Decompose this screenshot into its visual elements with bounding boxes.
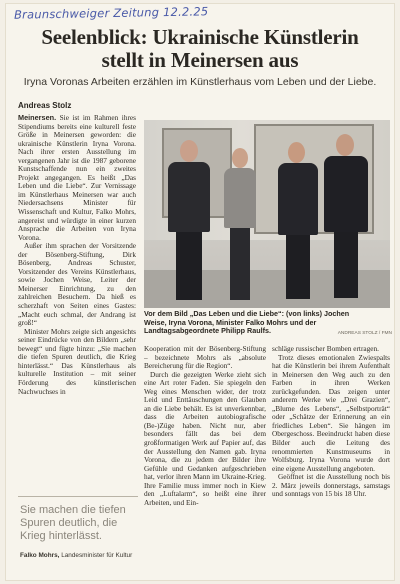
article-column-3	[272, 345, 390, 580]
article-paragraph: Geöffnet ist die Ausstellung noch bis 2. März jeweils donnerstags, samstags und sonntags von 15 bis 18 Uhr.	[272, 472, 390, 499]
headline-line-1: Seelenblick: Ukrainische Künstlerin	[41, 25, 359, 49]
article-photo	[144, 120, 390, 308]
dateline: Meinersen.	[18, 114, 57, 122]
pull-quote: Sie machen die tiefen Spuren deutlich, die Krieg hinterlässt.	[20, 504, 126, 542]
author-byline: Andreas Stolz	[18, 101, 72, 110]
article-paragraph: Durch die gezeigten Werke zieht sich eine Art roter Faden. Sie spiegeln den Weg eines Menschen wider, der trotz Leid und Enttäuschungen den Glauben an die Liebe behält. Es ist unverkennbar, dass die Arbeiten autobiografische (Be-)Züge haben. Nicht nur, aber besonders fällt das bei dem großformatigen Werk auf Papier auf, das der Ausstellung den Namen gab. Iryna Vorona, die zu jedem der Bilder ihre Gefühle und Gedanken aufgeschrieben hat, verlor ihren Mann im Ukraine-Krieg. Ihre Familie muss immer noch in Kiew den „Luftalarm“, so heißt eine ihrer Arbeiten, und Ein-	[144, 369, 266, 507]
pull-quote-role: Landesminister für Kultur	[61, 552, 133, 559]
newspaper-clipping	[6, 4, 394, 580]
article-paragraph: schläge russischer Bomben ertragen.	[272, 345, 379, 353]
article-column-2	[144, 345, 266, 580]
subheadline: Iryna Voronas Arbeiten erzählen im Künstlerhaus vom Leben und der Liebe.	[23, 76, 377, 88]
article-paragraph: Trotz dieses emotionalen Zwiespalts hat die Künstlerin bei ihrem Aufenthalt in Meinersen den Weg auch zu den Farben in ihren Werken zurückgefunden. Das zeigen unter anderem Werke wie „Drei Grazien“, „Blume des Lebens“, „Selbstporträt“ oder „Schätze der Erinnerung an ein friedliches Leben“. Sie hängen im Obergeschoss. Beeindruckt haben diese Bilder auch die Leitung des renommierten Kunstmuseums in Wolfsburg. Iryna Vorona wurde dort eine eigene Ausstellung angeboten.	[272, 352, 390, 473]
pull-quote-name: Falko Mohrs,	[20, 552, 60, 559]
headline-line-2: stellt in Meinersen aus	[101, 48, 299, 72]
paragraph-text: Sie ist im Rahmen ihres Stipendiums bereits eine kulturell feste Größe in Meinersen geworden: die ukrainische Künstlerin Iryna Vorona. Nach ihrer ersten Ausstellung im vergangenen Jahr ist die 1987 geborene Kunstschaffende nun ein zweites Projekt angegangen. Es heißt „Das Leben und die Liebe“. Zur Vernissage im Künstlerhaus Meinersen war auch Niedersachsens Minister für Wissenschaft und Kultur, Falko Mohrs, angereist und würdigte in einer kurzen Ansprache die Arbeiten von Iryna Vorona.	[18, 114, 136, 242]
pull-quote-attribution	[20, 552, 142, 559]
handwritten-source-note: Braunschweiger Zeitung 12.2.25	[13, 4, 209, 22]
photo-caption: Vor dem Bild „Das Leben und die Liebe“: (von links) Jochen Weise, Iryna Vorona, Minister Falko Mohrs und der Landtagsabgeordnete Philipp Raulfs.	[144, 309, 350, 336]
photo-credit: ANDREAS STOLZ / FMN	[337, 331, 392, 336]
article-paragraph	[18, 114, 136, 242]
article-paragraph: Außer ihm sprachen der Vorsitzende der Bösenberg-Stiftung, Dirk Bösenberg, Andreas Schuster, Vorsitzender des Vereins Künstlerhaus, sowie Jochen Weise, Leiter der Meinerser Einrichtung, zu den zahlreichen Besuchern. Da hieß es scherzhaft von Seiten eines Gastes: „Macht euch schmal, der Andrang ist groß!“	[18, 241, 136, 328]
article-paragraph: Kooperation mit der Bösenberg-Stiftung – bezeichnete Mohrs als „absolute Bereicherung für die Region“.	[144, 345, 266, 371]
divider	[18, 496, 138, 497]
headline	[6, 26, 394, 72]
article-column-1	[18, 114, 136, 499]
article-paragraph: Minister Mohrs zeigte sich angesichts seiner Eindrücke von den Bildern „sehr bewegt“ und fügte hinzu: „Sie machen die tiefen Spuren deutlich, die Krieg hinterlässt.“ Das Künstlerhaus als kulturelle Institution – mit seiner Förderung des künstlerischen Nachwuchses in	[18, 326, 136, 396]
